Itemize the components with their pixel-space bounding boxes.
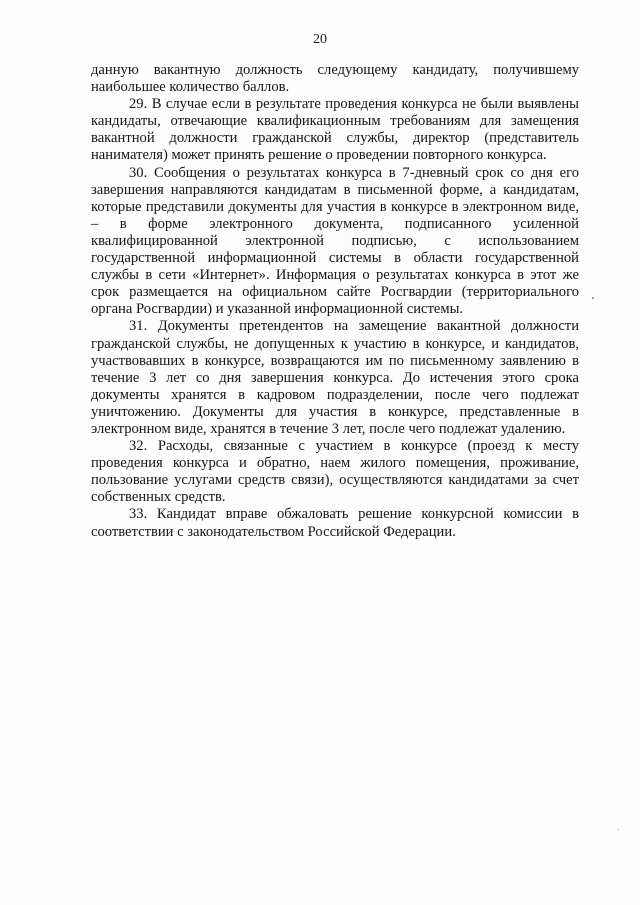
document-body xyxy=(91,62,579,541)
paragraph-30: 30. Сообщения о результатах конкурса в 7-дневный срок со дня его завершения направляются кандидатам в письменной форме, а кандидатам, которые представили документы для участия в конкурсе в электронном виде, – в форме электронного документа, подписанного усиленной квалифицированной электронной подписью, с использованием государственной информационной системы в области государственной службы в сети «Интернет». Информация о результатах конкурса в этот же срок размещается на официальном сайте Росгвардии (территориального органа Росгвардии) и указанной информационной системы. xyxy=(91,164,579,318)
scan-speck xyxy=(618,829,619,830)
paragraph-continuation: данную вакантную должность следующему кандидату, получившему наибольшее количество баллов. xyxy=(91,62,579,96)
paragraph-29: 29. В случае если в результате проведения конкурса не были выявлены кандидаты, отвечающие квалификационным требованиям для замещения вакантной должности гражданской службы, директор (представитель нанимателя) может принять решение о проведении повторного конкурса. xyxy=(91,96,579,164)
paragraph-33: 33. Кандидат вправе обжаловать решение конкурсной комиссии в соответствии с законодательством Российской Федерации. xyxy=(91,506,579,540)
paragraph-32: 32. Расходы, связанные с участием в конкурсе (проезд к месту проведения конкурса и обратно, наем жилого помещения, проживание, пользование услугами средств связи), осуществляются кандидатами за счет собственных средств. xyxy=(91,438,579,506)
scan-speck xyxy=(592,297,594,299)
paragraph-31: 31. Документы претендентов на замещение вакантной должности гражданской службы, не допущенных к участию в конкурсе, и кандидатов, участвовавших в конкурсе, возвращаются им по письменному заявлению в течение 3 лет со дня завершения конкурса. До истечения этого срока документы хранятся в кадровом подразделении, после чего подлежат уничтожению. Документы для участия в конкурсе, представленные в электронном виде, хранятся в течение 3 лет, после чего подлежат удалению. xyxy=(91,318,579,437)
page-number: 20 xyxy=(313,32,327,47)
